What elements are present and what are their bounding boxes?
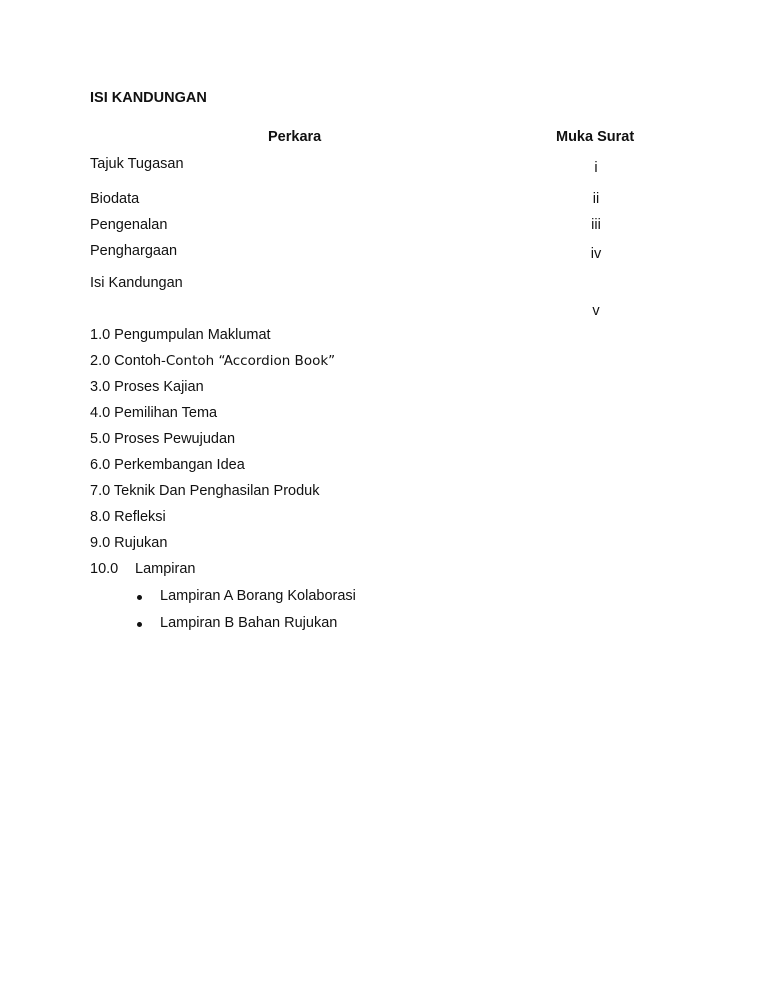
toc-entry-page: i bbox=[594, 160, 598, 176]
column-header-item: Perkara bbox=[268, 129, 322, 145]
toc-section: 3.0 Proses Kajian bbox=[90, 379, 204, 395]
toc-entry-page: v bbox=[592, 303, 600, 319]
bullet-icon bbox=[137, 595, 142, 600]
toc-section bbox=[90, 354, 335, 369]
toc-appendix: Lampiran B Bahan Rujukan bbox=[160, 615, 338, 631]
toc-entry-label: Penghargaan bbox=[90, 243, 178, 259]
bullet-icon bbox=[137, 622, 142, 627]
toc-entry-label: Pengenalan bbox=[90, 217, 168, 233]
toc-entry-page: ii bbox=[592, 191, 600, 207]
toc-section: 1.0 Pengumpulan Maklumat bbox=[90, 327, 271, 343]
page-title: ISI KANDUNGAN bbox=[90, 90, 207, 106]
toc-section-part: -Contoh “Accordion Book” bbox=[160, 353, 336, 369]
toc-section-part: 2.0 Contoh bbox=[90, 353, 161, 369]
toc-entry-label: Biodata bbox=[90, 191, 140, 207]
toc-section: 6.0 Perkembangan Idea bbox=[90, 457, 245, 473]
toc-section: 5.0 Proses Pewujudan bbox=[90, 431, 236, 447]
toc-section: 4.0 Pemilihan Tema bbox=[90, 405, 218, 421]
column-header-page: Muka Surat bbox=[556, 129, 635, 145]
toc-entry-page: iv bbox=[590, 246, 602, 262]
toc-entry-page: iii bbox=[591, 217, 601, 233]
toc-section: 8.0 Refleksi bbox=[90, 509, 166, 525]
toc-entry-label: Isi Kandungan bbox=[90, 275, 183, 291]
toc-section: 7.0 Teknik Dan Penghasilan Produk bbox=[90, 483, 320, 499]
toc-entry-label: Tajuk Tugasan bbox=[90, 156, 184, 172]
toc-section-number: 10.0 bbox=[90, 561, 119, 577]
toc-appendix: Lampiran A Borang Kolaborasi bbox=[160, 588, 356, 604]
toc-section: Lampiran bbox=[135, 561, 196, 577]
toc-section: 9.0 Rujukan bbox=[90, 535, 168, 551]
